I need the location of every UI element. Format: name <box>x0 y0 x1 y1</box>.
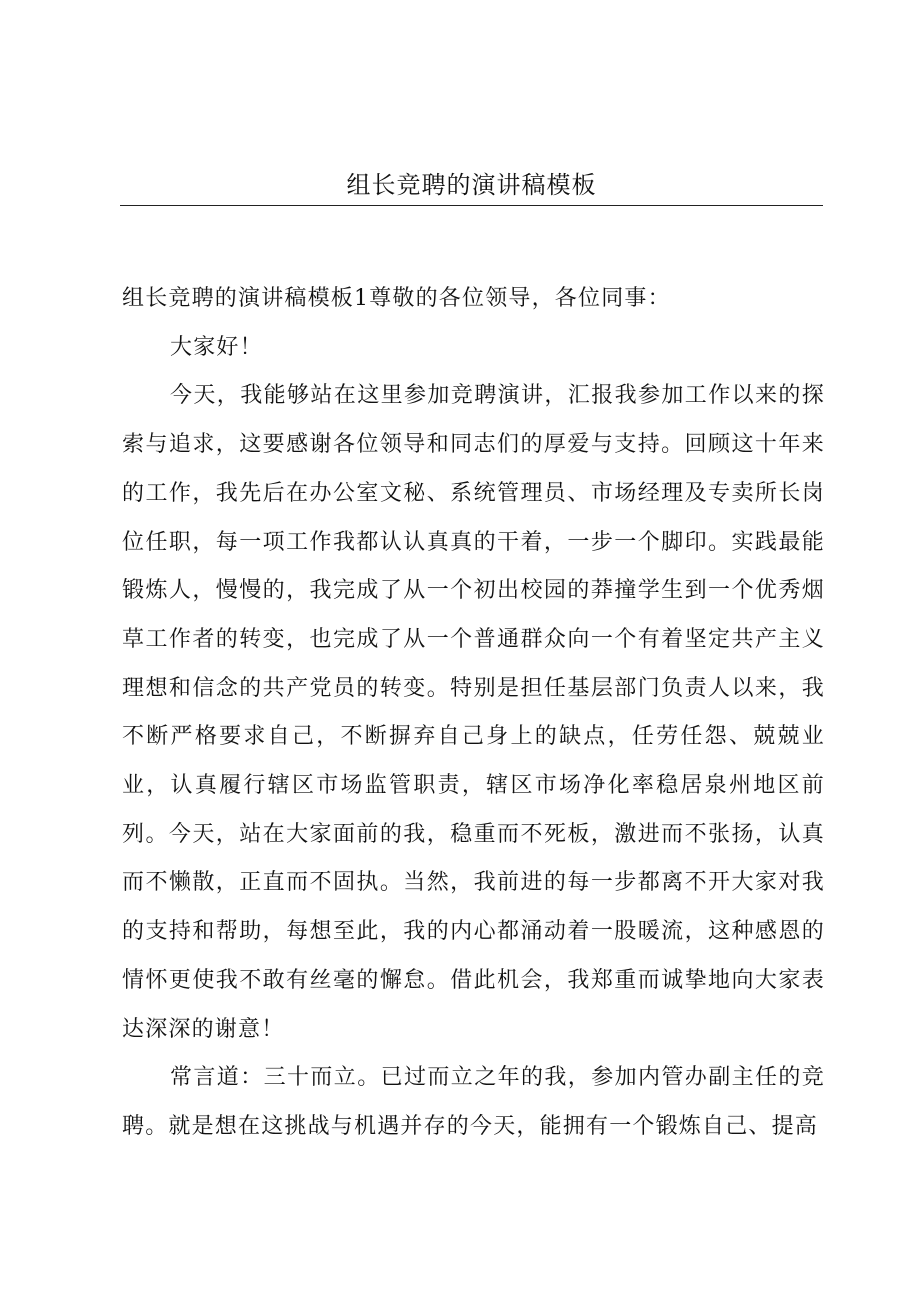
paragraph-opening: 组长竞聘的演讲稿模板1尊敬的各位领导，各位同事： <box>122 286 671 311</box>
document-title: 组长竞聘的演讲稿模板 <box>346 171 597 199</box>
paragraph-main: 今天，我能够站在这里参加竞聘演讲，汇报我参加工作以来的探索与追求，这要感谢各位领导和同志们的厚爱与支持。回顾这十年来的工作，我先后在办公室文秘、系统管理员、市场经理及专卖所长岗位任职，每一项工作我都认认真真的干着，一步一个脚印。实践最能锻炼人，慢慢的，我完成了从一个初出校园的莽撞学生到一个优秀烟草工作者的转变，也完成了从一个普通群众向一个有着坚定共产主义理想和信念的共产党员的转变。特别是担任基层部门负责人以来，我不断严格要求自己，不断摒弃自己身上的缺点，任劳任怨、兢兢业业，认真履行辖区市场监管职责，辖区市场净化率稳居泉州地区前列。今天，站在大家面前的我，稳重而不死板，激进而不张扬，认真而不懒散，正直而不固执。当然，我前进的每一步都离不开大家对我的支持和帮助，每想至此，我的内心都涌动着一股暖流，这种感恩的情怀更使我不敢有丝毫的懈怠。借此机会，我郑重而诚挚地向大家表达深深的谢意！ <box>122 383 825 1042</box>
title-underline <box>120 205 823 206</box>
paragraph-continuation: 常言道：三十而立。已过而立之年的我，参加内管办副主任的竞聘。就是想在这挑战与机遇并存的今天，能拥有一个锻炼自己、提高 <box>122 1065 825 1139</box>
document-body <box>122 275 825 1152</box>
paragraph-greeting: 大家好！ <box>170 334 263 360</box>
